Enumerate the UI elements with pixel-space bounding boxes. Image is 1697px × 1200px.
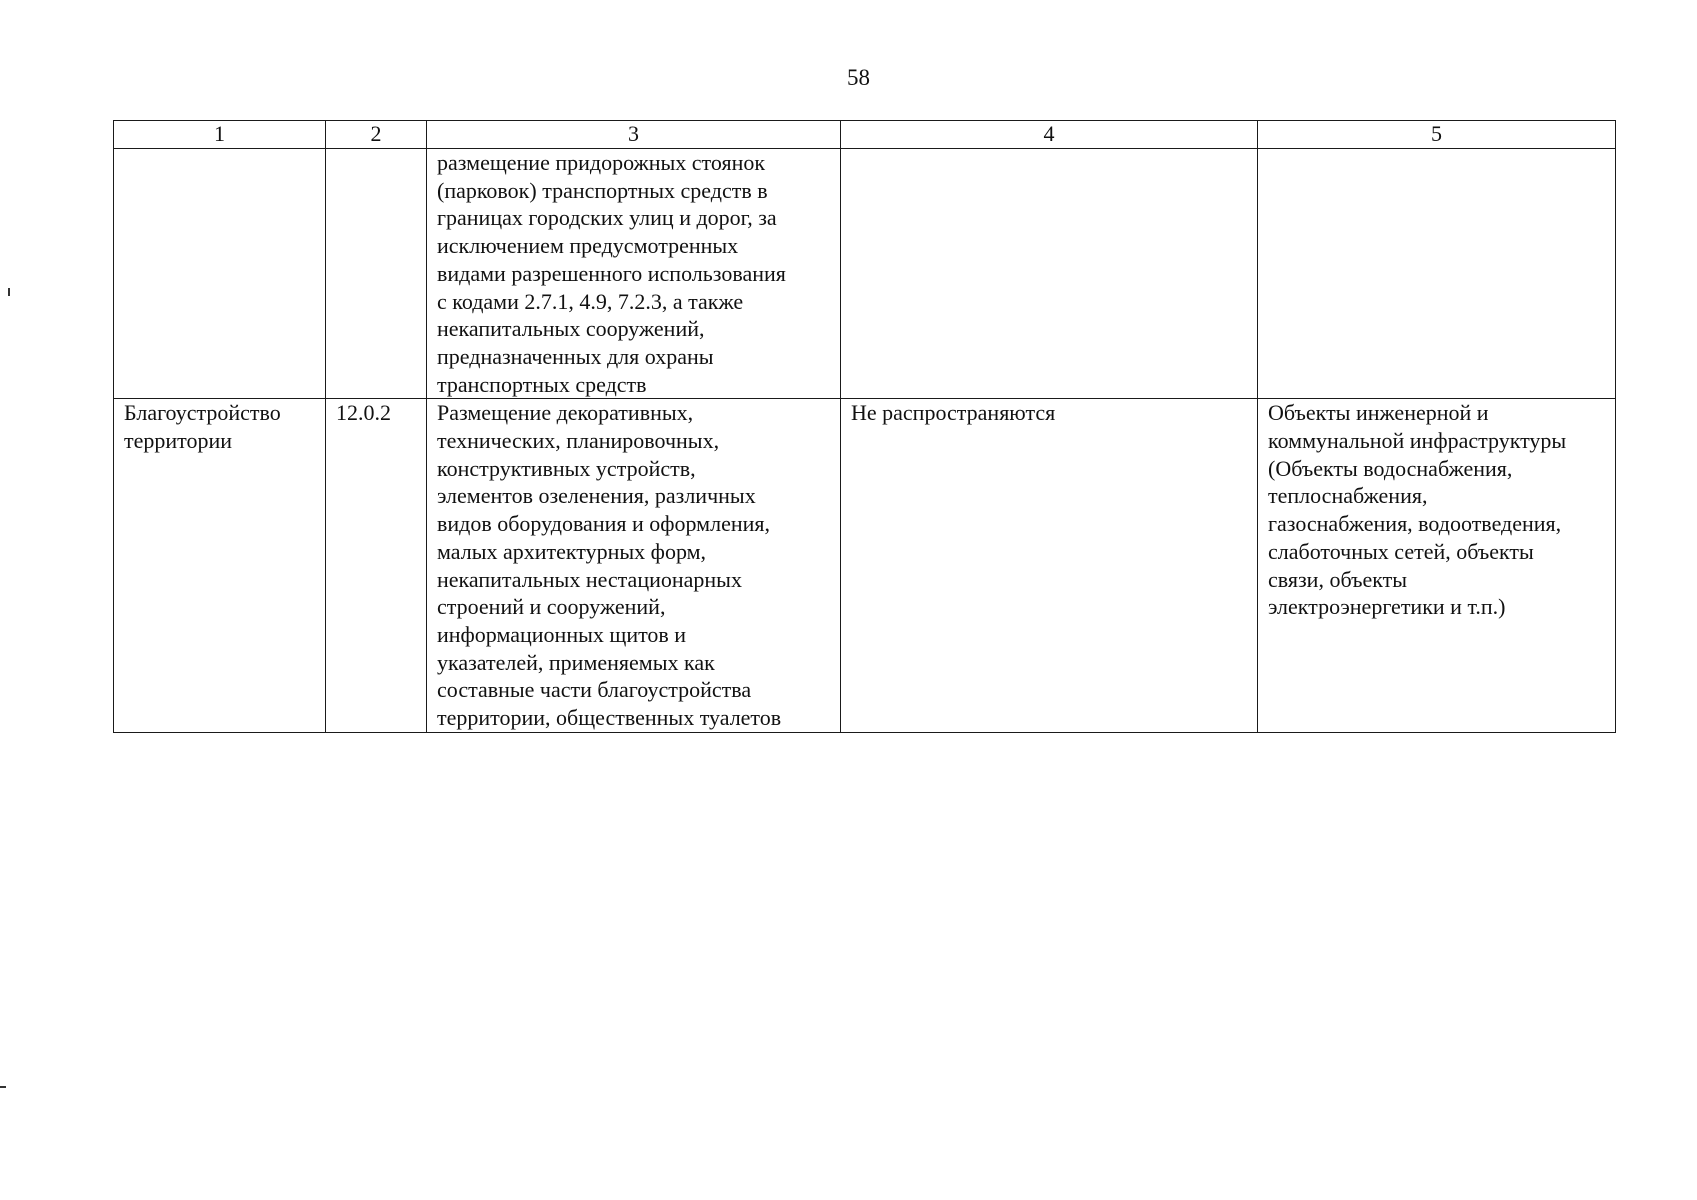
column-header-2: 2 xyxy=(326,121,427,149)
use-name-cell xyxy=(114,149,326,399)
page-number: 58 xyxy=(847,65,870,90)
use-description-cell: размещение придорожных стоянок (парковок) транспортных средств в границах городских улиц и дорог, за исключением предусмотренных видами разрешенного использования с кодами 2.7.1, 4.9, 7.2.3, а также некапитальных сооружений, предназначенных для охраны транспортных средств xyxy=(427,149,841,399)
column-header-1: 1 xyxy=(114,121,326,149)
table-row xyxy=(114,149,1616,399)
restrictions-cell xyxy=(841,149,1258,399)
objects-cell: Объекты инженерной и коммунальной инфраструктуры (Объекты водоснабжения, теплоснабжения, газоснабжения, водоотведения, слаботочных сетей, объекты связи, объекты электроэнергетики и т.п.) xyxy=(1258,399,1616,732)
use-code-cell xyxy=(326,149,427,399)
zoning-table xyxy=(113,120,1616,733)
column-header-3: 3 xyxy=(427,121,841,149)
use-code-cell: 12.0.2 xyxy=(326,399,427,732)
column-header-5: 5 xyxy=(1258,121,1616,149)
scan-artifact xyxy=(8,288,10,296)
use-description-cell: Размещение декоративных, технических, планировочных, конструктивных устройств, элементов озеленения, различных видов оборудования и оформления, малых архитектурных форм, некапитальных нестационарных строений и сооружений, информационных щитов и указателей, применяемых как составные части благоустройства территории, общественных туалетов xyxy=(427,399,841,732)
use-name-cell: Благоустройство территории xyxy=(114,399,326,732)
objects-cell xyxy=(1258,149,1616,399)
column-header-4: 4 xyxy=(841,121,1258,149)
table-row xyxy=(114,399,1616,732)
table-header-row xyxy=(114,121,1616,149)
scan-artifact xyxy=(0,1086,6,1088)
restrictions-cell: Не распространяются xyxy=(841,399,1258,732)
